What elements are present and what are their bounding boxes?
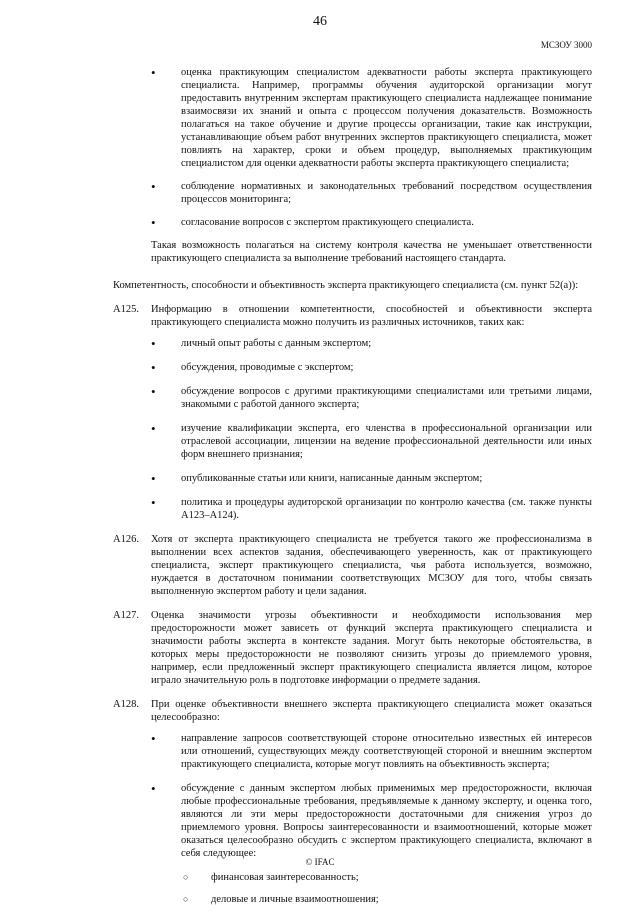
header-standard-code: МСЗОУ 3000 bbox=[540, 40, 592, 50]
list-item: • обсуждение с данным экспертом любых применимых мер предосторожности, включая любые профессиональные требования, предъявляемые к данному эксперту, и оценка того, являются ли эти меры предосторожности достаточными для снижения угроз до приемлемого уровня. Вопросы заинтересованности и взаимоотношений, которые может оказаться целесообразно обсудить с экспертом практикующего специалиста, включают в себя следующее: bbox=[181, 782, 592, 860]
list-item: • согласование вопросов с экспертом практикующего специалиста. bbox=[181, 216, 592, 229]
list-item: • обсуждения, проводимые с экспертом; bbox=[181, 361, 592, 374]
paragraph-text: Информацию в отношении компетентности, способностей и объективности эксперта практикующего специалиста можно получить из различных источников, таких как: bbox=[151, 304, 592, 328]
paragraph-a126 bbox=[0, 533, 640, 598]
list-item: • направление запросов соответствующей стороне относительно известных ей интересов или отношений, существующих между соответствующей стороной и внешним экспертом практикующего специалиста, которые могут повлиять на объективность эксперта; bbox=[181, 732, 592, 771]
paragraph-a128 bbox=[0, 698, 640, 906]
intro-paragraph bbox=[151, 239, 592, 265]
paragraph-text: Хотя от эксперта практикующего специалиста не требуется такого же профессионализма в выполнении всех аспектов задания, обеспечивающего уверенность, как от практикующего специалиста, эксперт практикующего специалиста, чья работа используется, возможно, нуждается в достаточном понимании соответствующих МСЗОУ для того, чтобы связать выполненную экспертом работу и цели задания. bbox=[151, 534, 592, 597]
paragraph-a127 bbox=[0, 609, 640, 687]
list-item: • оценка практикующим специалистом адекватности работы эксперта практикующего специалиста. Например, программы обучения аудиторской организации могут предоставить внутренним экспертам практикующего специалиста надлежащее понимание взаимосвязи их знаний и опыта с процессом получения доказательств. Возможность полагаться на такое обучение и другие процессы организации, такие как инструкции, устанавливающие объем работ внутренних экспертов практикующего специалиста, может повлиять на характер, сроки и объем процедур, выполняемых практикующим специалистом для оценки адекватности работы эксперта практикующего специалиста; bbox=[181, 66, 592, 170]
list-item: • опубликованные статьи или книги, написанные данным экспертом; bbox=[181, 472, 592, 485]
paragraph-text: Такая возможность полагаться на систему контроля качества не уменьшает ответственности практикующего специалиста за выполнение требований настоящего стандарта. bbox=[151, 240, 592, 264]
paragraph-number: A127. bbox=[113, 610, 139, 621]
list-item: • соблюдение нормативных и законодательных требований посредством осуществления процессов мониторинга; bbox=[181, 180, 592, 206]
intro-bullet-list bbox=[0, 66, 640, 229]
list-item: • политика и процедуры аудиторской организации по контролю качества (см. также пункты A123–A124). bbox=[181, 496, 592, 522]
page-body bbox=[0, 66, 640, 915]
a125-bullet-list bbox=[0, 337, 640, 522]
paragraph-number: A126. bbox=[113, 534, 139, 545]
list-item: • изучение квалификации эксперта, его членства в профессиональной организации или отраслевой ассоциации, лицензии на ведение профессиональной деятельности или иных форм внешнего признания; bbox=[181, 422, 592, 461]
list-item: • личный опыт работы с данным экспертом; bbox=[181, 337, 592, 350]
list-item: • обсуждение вопросов с другими практикующими специалистами или третьими лицами, знакомыми с работой данного эксперта; bbox=[181, 385, 592, 411]
list-item: ○ деловые и личные взаимоотношения; bbox=[211, 893, 592, 906]
paragraph-text: При оценке объективности внешнего эксперта практикующего специалиста может оказаться целесообразно: bbox=[151, 699, 592, 723]
paragraph-number: A128. bbox=[113, 699, 139, 710]
list-item: ○ финансовая заинтересованность; bbox=[211, 871, 592, 884]
heading-text: Компетентность, способности и объективность эксперта практикующего специалиста (см. пункт 52(a)): bbox=[113, 280, 579, 291]
footer-copyright: © IFAC bbox=[305, 857, 335, 867]
section-heading bbox=[113, 279, 592, 292]
page-number: 46 bbox=[313, 14, 327, 29]
a128-sub-bullet-list bbox=[0, 871, 640, 906]
paragraph-a125 bbox=[0, 303, 640, 522]
paragraph-number: A125. bbox=[113, 304, 139, 315]
paragraph-text: Оценка значимости угрозы объективности и необходимости использования мер предосторожности может зависеть от функций эксперта практикующего специалиста и значимости работы эксперта в контексте задания. Могут быть некоторые обстоятельства, в которых меры предосторожности не позволяют снизить угрозы до приемлемого уровня, например, если предложенный эксперт практикующего специалиста является лицом, которое играло значительную роль в подготовке информации о предмете задания. bbox=[151, 610, 592, 686]
a128-bullet-list bbox=[0, 732, 640, 860]
